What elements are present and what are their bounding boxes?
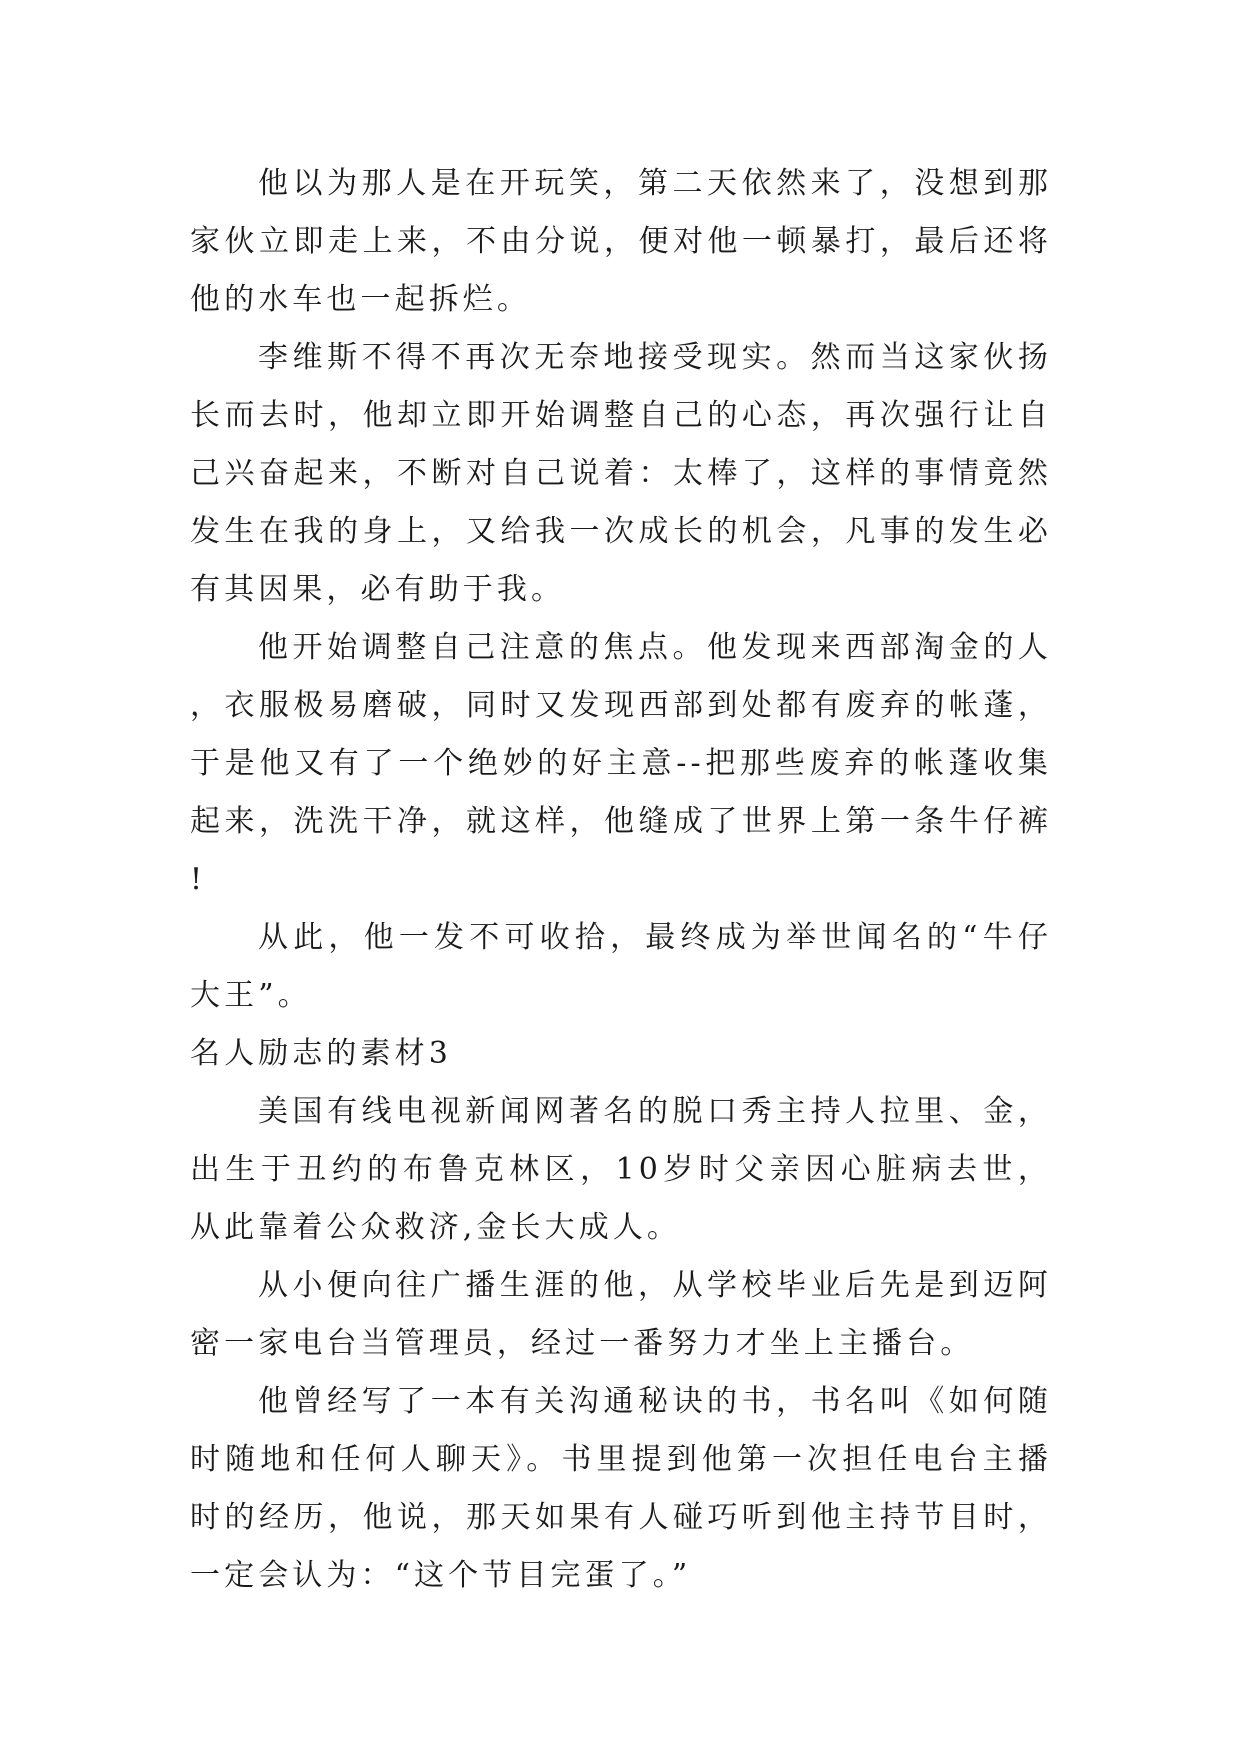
- paragraph-radio-career: 从小便向往广播生涯的他，从学校毕业后先是到迈阿密一家电台当管理员，经过一番努力才坐上主播台。: [190, 1268, 1052, 1361]
- paragraph-jeans-king: 从此，他一发不可收拾，最终成为举世闻名的“牛仔大王”。: [190, 920, 1052, 1013]
- paragraph-book-story: 他曾经写了一本有关沟通秘诀的书，书名叫《如何随时随地和任何人聊天》。书里提到他第一次担任电台主播时的经历，他说，那天如果有人碰巧听到他主持节目时，一定会认为：“这个节目完蛋了。”: [190, 1384, 1052, 1593]
- section-heading: 名人励志的素材3: [190, 1036, 452, 1071]
- paragraph-first-jeans: 他开始调整自己注意的焦点。他发现来西部淘金的人，衣服极易磨破，同时又发现西部到处都有废弃的帐蓬，于是他又有了一个绝妙的好主意--把那些废弃的帐蓬收集起来，洗洗干净，就这样，他缝成了世界上第一条牛仔裤!: [190, 630, 1052, 897]
- paragraph-accept-reality: 李维斯不得不再次无奈地接受现实。然而当这家伙扬长而去时，他却立即开始调整自己的心态，再次强行让自己兴奋起来，不断对自己说着：太棒了，这样的事情竟然发生在我的身上，又给我一次成长的机会，凡事的发生必有其因果，必有助于我。: [190, 340, 1052, 607]
- paragraph-waterwheel-destroyed: 他以为那人是在开玩笑，第二天依然来了，没想到那家伙立即走上来，不由分说，便对他一顿暴打，最后还将他的水车也一起拆烂。: [190, 166, 1052, 317]
- document-body: [190, 155, 1052, 1605]
- paragraph-larry-king-intro: 美国有线电视新闻网著名的脱口秀主持人拉里、金，出生于丑约的布鲁克林区，10岁时父亲因心脏病去世，从此靠着公众救济,金长大成人。: [190, 1094, 1052, 1245]
